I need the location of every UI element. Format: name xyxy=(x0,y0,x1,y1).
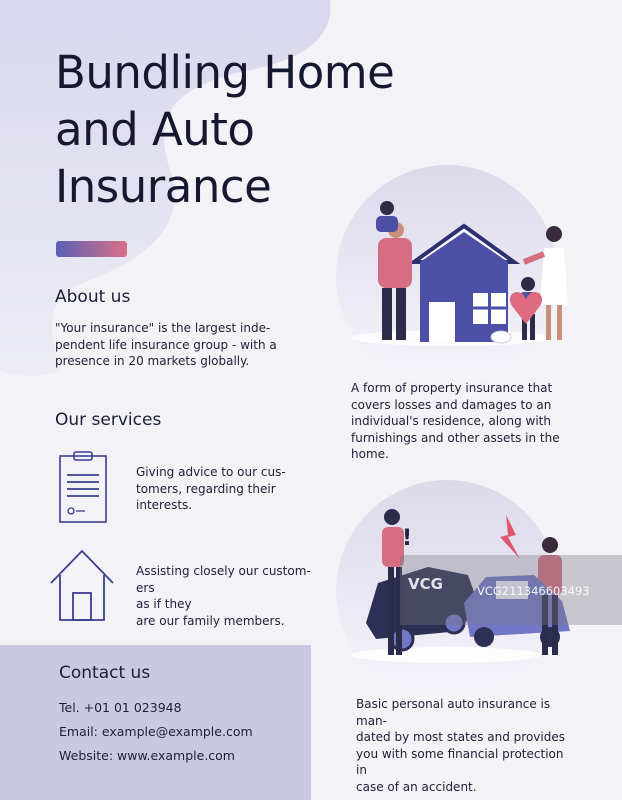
clipboard-document-icon xyxy=(58,451,108,525)
contact-heading: Contact us xyxy=(59,663,151,683)
title-text: Bundling Home and Auto Insurance xyxy=(55,46,395,213)
contact-tel: Tel. +01 01 023948 xyxy=(59,700,182,715)
service-item-family-text: Assisting closely our custom-ers as if they are our family members. xyxy=(136,564,311,628)
accent-bar xyxy=(56,241,127,257)
service-item-advice-text: Giving advice to our cus- tomers, regarding their interests. xyxy=(136,465,286,512)
services-heading: Our services xyxy=(55,410,162,430)
watermark-logo: VCG xyxy=(408,575,443,593)
svg-text:!: ! xyxy=(402,526,413,551)
contact-box xyxy=(0,645,311,800)
about-text: "Your insurance" is the largest inde- pendent life insurance group - with a presence in 20 markets globally. xyxy=(55,321,277,368)
watermark-text: VCG211346603493 xyxy=(477,584,590,598)
home-insurance-text: A form of property insurance that covers losses and damages to an individual's residence, along with furnishings and other assets in the home. xyxy=(351,381,560,461)
contact-website: Website: www.example.com xyxy=(59,748,235,763)
family-house-illustration xyxy=(336,190,576,360)
auto-insurance-text: Basic personal auto insurance is man- dated by most states and provides you with some financial protection in case of an accident. xyxy=(356,697,565,794)
house-outline-icon xyxy=(48,548,116,622)
about-heading: About us xyxy=(55,287,131,307)
contact-email: Email: example@example.com xyxy=(59,724,253,739)
